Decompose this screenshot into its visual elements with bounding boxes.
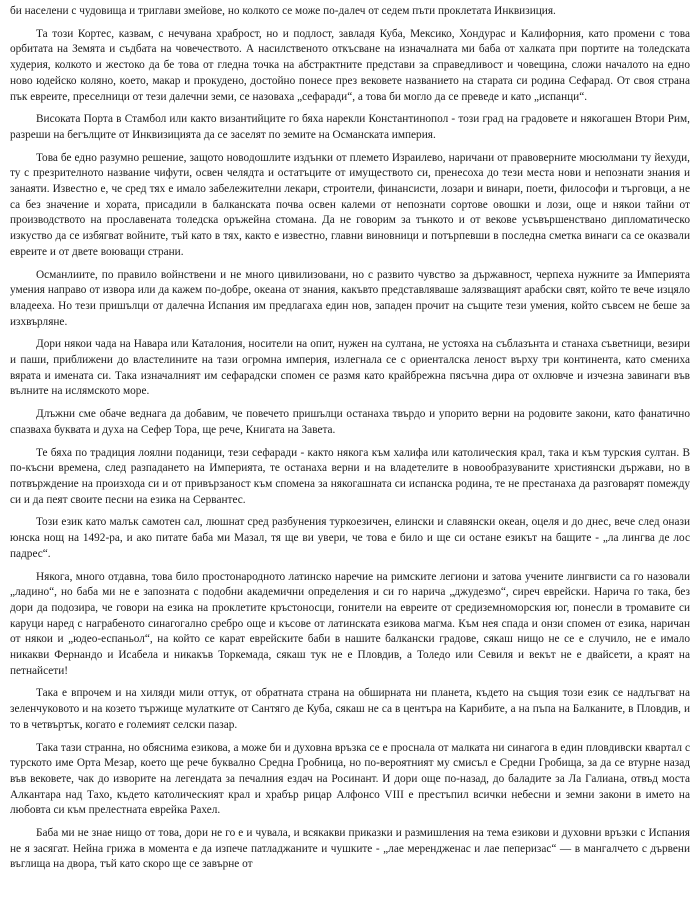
paragraph: Османлиите, по правило войнствени и не много цивилизовани, но с развито чувство за държавност, черпеха нужните за Империята умения направо от извора или да кажем по-добре, океана от знания, какъвто представляваше залязващият арабски свят, който те вече изцяло владееха. Но тези пришълци от далечна Испания им предлагаха един нов, западен прочит на същите тези умения, който съвсем не беше за изхвърляне.	[10, 268, 690, 328]
paragraph: Това бе едно разумно решение, защото новодошлите издънки от племето Израилево, наричани от правоверните мюсюлмани ту йехуди, ту с презрителното название чифути, освен челядта и остатъците от имуществото си, пренесоха до тези места нови и непознати знания и занаяти. Известно е, че сред тях е имало забележителни лекари, строители, финансисти, лозари и винари, поети, философи и търговци, а не са без значение и хората, присадили в балканската почва освен калеми от непознати сортове овошки и лози, още и някои тайни от производството на прославената толедска оръжейна стомана. Да не говорим за тънкото и от векове усъвършенствано дипломатическо изкуство да се избягват войните, тъй като в тях, както е известно, главни виновници и потърпевши в последна сметка винаги са се оказвали евреите и от двете воюващи страни.	[10, 151, 690, 258]
paragraph: Този език като малък самотен сал, люшнат сред разбунения туркоезичен, елински и славянски океан, оцеля и до днес, вече след онази юнска нощ на 1492-ра, и ако питате баба ми Мазал, тя ще ви увери, че това е било и ще си остане езикът на бащите - „ла лингва де лос падрес“.	[10, 516, 690, 560]
paragraph: Някога, много отдавна, това било простонародното латинско наречие на римските легиони и затова учените лингвисти са го назовали „ладино“, но баба ми не е запозната с подобни академични определения и си го нарича „джудезмо“, сиреч еврейски. Нарича го така, без дори да подозира, че говори на езика на проклетите кръстоносци, гонители на евреите от средиземноморския юг, понесли в тромавите си каруци наред с награбеното синагогално сребро още и късове от латинската езикова магма. Към нея спада и онзи спомен от езика, наричан от някои и „юдео-еспаньол“, на който се карат еврейските баби в нашите балкански градове, сякаш нищо не се е случило, не е имало никакви Фернандо и Исабела и никакъв Торкемада, сякаш тук не е Пловдив, а Толедо или Севиля и векът не е двайсети, а краят на петнайсети!	[10, 570, 690, 677]
paragraph: Дори някои чада на Навара или Каталония, носители на опит, нужен на султана, не устояха на съблазънта и станаха съветници, везири и паши, приближени до властелините на тази огромна империя, излегнала се с ориенталска леност върху три континента, като смениха вярата и имената си. Така изначалният им сефарадски спомен се размя като крайбрежна пясъчна дира от охлювче и изчезна завинаги във вълните на ислямското море.	[10, 338, 690, 398]
paragraph: Длъжни сме обаче веднага да добавим, че повечето пришълци останаха твърдо и упорито верни на родовите закони, като фанатично спазваха буквата и духа на Сефер Тора, ще рече, Книгата на Завета.	[10, 408, 690, 436]
paragraph: Та този Кортес, казвам, с нечувана храброст, но и подлост, завладя Куба, Мексико, Хондурас и Калифорния, като промени с това орбитата на Земята и съдбата на човечеството. А насилственото откъсване на изначалната ми баба от халката при портите на толедската худерия, колкото и жестоко да бе това от гледна точка на абстрактните представи за справедливост и човещина, сложи началото на едно ново юдейско коляно, което, макар и прокудено, достойно понесе през вековете названието на старата си родина Сефарад. От своя страна пък евреите, преселници от тези далечни земи, се назоваха „сефаради“, а това би могло да се преведе и като „испанци“.	[10, 27, 690, 103]
paragraph: Високата Порта в Стамбол или както византийците го бяха нарекли Константинопол - този град на градовете и някогашен Втори Рим, разреши на бегълците от Инквизицията да се заселят по земите на Османската империя.	[10, 113, 690, 141]
book-page	[10, 4, 690, 902]
paragraph: Баба ми не знае нищо от това, дори не го е и чувала, и всякакви приказки и размишления на тема езикови и духовни връзки с Испания не я засягат. Нейна грижа в момента е да изпече патладжаните и чушките - „лае мерендженас и лае пеперизас“ — в мангалчето с дървени въглища на двора, тъй като скоро ще се завърне от	[10, 827, 690, 871]
paragraph: Така е впрочем и на хиляди мили оттук, от обратната страна на обширната ни планета, където на същия този език се надлъгват на зеленчуковото и на козето тържище мулатките от Сантяго де Куба, сякаш не са в центъра на Карибите, а на пъпа на Балканите, в Пловдив, и то в четвъртък, когато е големият селски пазар.	[10, 687, 690, 731]
paragraph: Те бяха по традиция лоялни поданици, тези сефаради - както някога към халифа или католическия крал, така и към турския султан. В по-късни времена, след разпадането на Империята, те останаха верни и на владетелите в новообразуваните християнски държави, но в потвърждение на произхода си и от привързаност към спомена за някогашната си испанска родина, те не престанаха да разговарят помежду си и да пеят своите песни на езика на Сервантес.	[10, 446, 690, 506]
paragraph: Така тази странна, но обяснима езикова, а може би и духовна връзка се е проснала от малката ни синагога в един пловдивски квартал с турското име Орта Мезар, което ще рече буквално Средна Гробница, но по-вероятният му смисъл е Средни Гробища, за да се втурне назад във вековете, чак до изворите на легендата за печалния ездач на Росинант. И дори още по-назад, до баладите за Ла Галиана, отвъд моста Алкантара над Тахо, където католическият крал и храбър рицар Алфонсо VIII е престъпил всички небесни и земни закони в името на любовта си към прелестната еврейка Рахел.	[10, 741, 690, 817]
paragraph: би населени с чудовища и триглави змейове, но колкото се може по-далеч от седем пъти проклетата Инквизиция.	[10, 5, 556, 17]
